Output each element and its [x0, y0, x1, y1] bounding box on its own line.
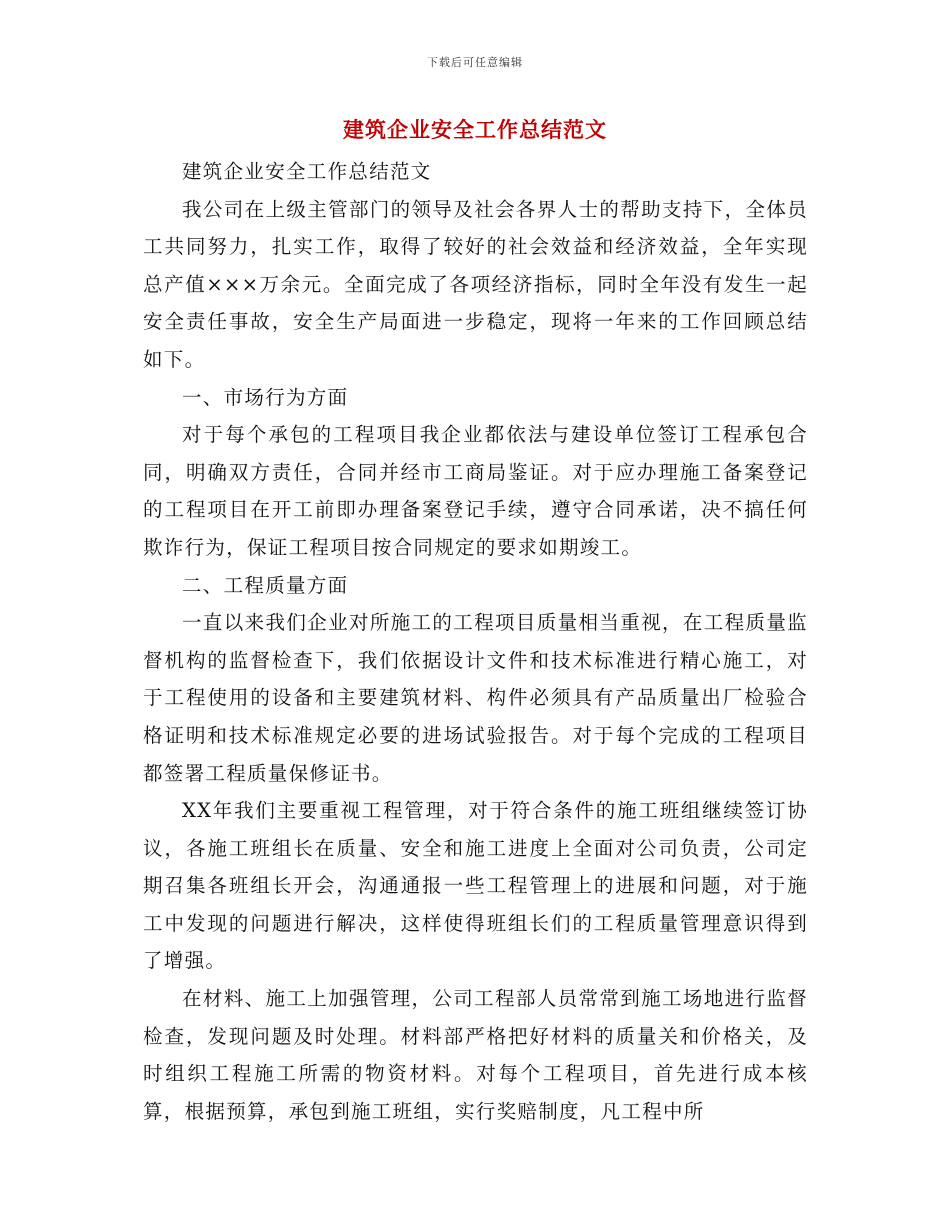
paragraph-management: XX年我们主要重视工程管理，对于符合条件的施工班组继续签订协议，各施工班组长在质量、安全和施工进度上全面对公司负责，公司定期召集各班组长开会，沟通通报一些工程管理上的进展和问题，对于施工中发现的问题进行解决，这样使得班组长们的工程质量管理意识得到了增强。 [143, 799, 808, 973]
section-heading-market: 一、市场行为方面 [182, 385, 349, 409]
document-title: 建筑企业安全工作总结范文 [343, 118, 607, 142]
paragraph-intro: 我公司在上级主管部门的领导及社会各界人士的帮助支持下，全体员工共同努力，扎实工作，取得了较好的社会效益和经济效益，全年实现总产值×××万余元。全面完成了各项经济指标，同时全年没有发生一起安全责任事故，安全生产局面进一步稳定，现将一年来的工作回顾总结如下。 [143, 197, 808, 371]
paragraph-market: 对于每个承包的工程项目我企业都依法与建设单位签订工程承包合同，明确双方责任，合同并经市工商局鉴证。对于应办理施工备案登记的工程项目在开工前即办理备案登记手续，遵守合同承诺，决不搞任何欺诈行为，保证工程项目按合同规定的要求如期竣工。 [143, 423, 808, 559]
header-note: 下载后可任意编辑 [427, 56, 523, 69]
paragraph-materials: 在材料、施工上加强管理，公司工程部人员常常到施工场地进行监督检查，发现问题及时处理。材料部严格把好材料的质量关和价格关，及时组织工程施工所需的物资材料。对每个工程项目，首先进行成本核算，根据预算，承包到施工班组，实行奖赔制度，凡工程中所 [143, 987, 808, 1123]
document-body [143, 153, 808, 1130]
paragraph-quality: 一直以来我们企业对所施工的工程项目质量相当重视，在工程质量监督机构的监督检查下，我们依据设计文件和技术标准进行精心施工，对于工程使用的设备和主要建筑材料、构件必须具有产品质量出厂检验合格证明和技术标准规定必要的进场试验报告。对于每个完成的工程项目都签署工程质量保修证书。 [143, 611, 808, 785]
section-heading-quality: 二、工程质量方面 [182, 573, 349, 597]
paragraph-subtitle: 建筑企业安全工作总结范文 [182, 160, 432, 183]
